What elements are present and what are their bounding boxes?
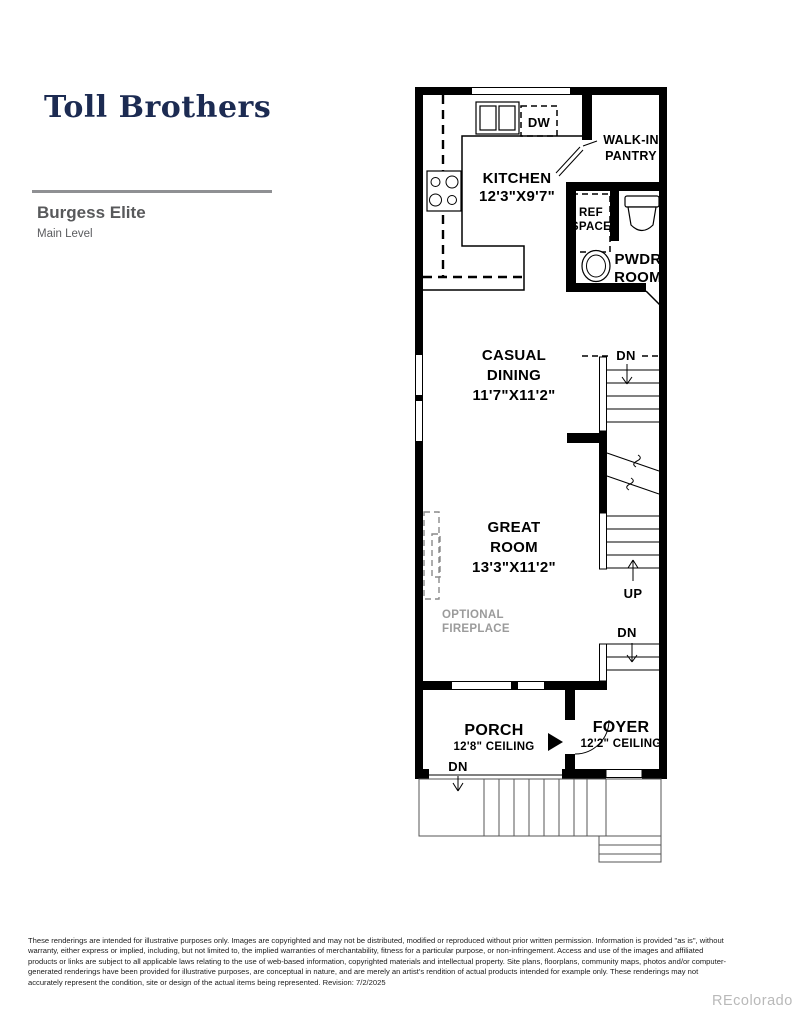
dining-window-2 bbox=[416, 401, 423, 442]
dining-label-1: CASUAL bbox=[481, 347, 547, 364]
pantry-door-icon bbox=[556, 141, 597, 176]
dishwasher-label: DW bbox=[527, 115, 551, 130]
ref-space-label-2: SPACE bbox=[570, 221, 612, 233]
break-squiggle-2 bbox=[627, 478, 634, 490]
kitchen-counter bbox=[423, 136, 582, 290]
break-squiggle-1 bbox=[634, 455, 641, 467]
great-room-label-2: ROOM bbox=[490, 539, 538, 556]
entry-arrow-icon bbox=[548, 733, 563, 751]
porch-ceiling-label: 12'8" CEILING bbox=[453, 741, 535, 753]
kitchen-dims: 12'3"X9'7" bbox=[478, 188, 556, 205]
fireplace-label-2: FIREPLACE bbox=[442, 623, 510, 635]
fireplace-label-1: OPTIONAL bbox=[442, 609, 504, 621]
recolorado-watermark: REcolorado bbox=[712, 993, 793, 1009]
dn-arrow-upper-icon bbox=[622, 364, 632, 384]
dn-upper-label: DN bbox=[616, 348, 636, 363]
optional-fireplace-outline bbox=[424, 512, 440, 599]
foyer-sidelite bbox=[606, 770, 642, 778]
exterior-steps bbox=[419, 779, 661, 862]
great-room-dims: 13'3"X11'2" bbox=[472, 559, 556, 576]
pantry-label-1: WALK-IN bbox=[603, 133, 659, 147]
up-label: UP bbox=[623, 586, 643, 601]
plan-title: Burgess Elite bbox=[37, 203, 146, 222]
header-divider-rule bbox=[32, 190, 272, 193]
kitchen-sink-icon bbox=[476, 102, 519, 134]
foyer-label: FOYER bbox=[592, 719, 650, 736]
stair-break-line-2 bbox=[607, 476, 659, 494]
level-subtitle: Main Level bbox=[37, 228, 93, 240]
floorplan-svg bbox=[415, 87, 669, 867]
porch-label: PORCH bbox=[464, 722, 524, 739]
stair-break-line-1 bbox=[607, 453, 659, 471]
pwdr-label-2: ROOM bbox=[614, 269, 662, 286]
range-icon bbox=[427, 171, 461, 211]
dining-dims: 11'7"X11'2" bbox=[472, 387, 556, 404]
disclaimer-text: These renderings are intended for illustrative purposes only. Images are copyrighted and may not be distributed, modified or reproduced without prior written permission. Information is provided "as is", without warranty, either express or implied, including, but not limited to, the implied warranties of merchantability, fitness for a particular purpose, or non-infringement. Access and use of the images and affiliated products or links are subject to all applicable laws relating to the use of web-based information, copyrighted materials and intellectual property. Site plans, floorplans, community maps, photos and/or computer-generated renderings have been provided for illustrative purposes, are conceptual in nature, and are merely an artist's rendition of actual products intended for example only. These renderings may not accurately represent the condition, site or design of the actual items being represented. Revision: 7/2/2025 bbox=[28, 936, 727, 987]
kitchen-window bbox=[472, 88, 571, 95]
stairs-lower bbox=[600, 644, 660, 681]
toilet-icon bbox=[625, 196, 659, 231]
stairs-main bbox=[582, 356, 659, 569]
dn-porch-label: DN bbox=[448, 759, 468, 774]
foyer-ceiling-label: 12'2" CEILING bbox=[580, 738, 662, 750]
dining-window-1 bbox=[416, 355, 423, 396]
up-arrow-icon bbox=[628, 560, 638, 581]
pwdr-sink-icon bbox=[582, 251, 610, 282]
greatroom-window-1 bbox=[452, 682, 512, 690]
toll-brothers-logo: Toll Brothers bbox=[44, 90, 272, 125]
pwdr-door-swing bbox=[646, 291, 660, 305]
ref-space-label-1: REF bbox=[579, 207, 603, 219]
pwdr-label-1: PWDR bbox=[614, 251, 662, 268]
dn-arrow-porch-icon bbox=[453, 776, 463, 791]
dining-label-2: DINING bbox=[486, 367, 542, 384]
greatroom-window-2 bbox=[518, 682, 545, 690]
dn-arrow-mid-icon bbox=[627, 643, 637, 662]
pantry-label-2: PANTRY bbox=[605, 149, 657, 163]
dn-mid-label: DN bbox=[617, 625, 637, 640]
kitchen-label: KITCHEN bbox=[482, 170, 552, 187]
great-room-label-1: GREAT bbox=[487, 519, 541, 536]
